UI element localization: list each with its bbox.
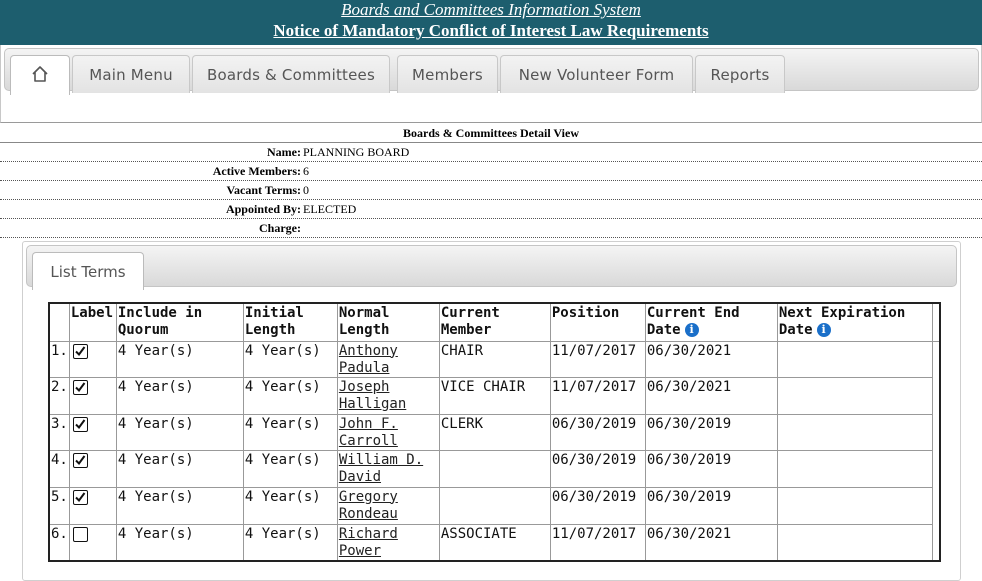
quorum-checkbox[interactable] xyxy=(73,527,88,542)
conflict-notice-link[interactable]: Notice of Mandatory Conflict of Interest Law Requirements xyxy=(273,21,709,40)
checkmark-icon xyxy=(74,345,86,357)
col-header-position: Position xyxy=(550,303,645,341)
detail-label: Name: xyxy=(267,145,301,159)
cell-spacer xyxy=(777,377,932,414)
cell-initial: 4 Year(s) xyxy=(116,414,243,450)
cell-member xyxy=(337,414,439,450)
cell-quorum xyxy=(69,377,116,414)
cell-position xyxy=(439,450,550,487)
member-link[interactable]: William D. David xyxy=(338,451,424,485)
table-row xyxy=(49,377,940,414)
col-header-current-end-date xyxy=(645,303,777,341)
detail-title: Boards & Committees Detail View xyxy=(403,126,579,140)
col-header-next-expiration xyxy=(777,303,932,341)
main-nav xyxy=(4,48,979,91)
cell-initial: 4 Year(s) xyxy=(116,450,243,487)
detail-value: 0 xyxy=(303,183,309,197)
cell-spacer xyxy=(777,414,932,450)
cell-next-expiration: 06/30/2019 xyxy=(645,414,777,450)
detail-label: Charge: xyxy=(259,221,301,235)
quorum-checkbox[interactable] xyxy=(73,453,88,468)
detail-label: Active Members: xyxy=(212,164,301,178)
tab-new-volunteer-form[interactable]: New Volunteer Form xyxy=(500,55,693,93)
col-header-label: Label xyxy=(69,303,116,341)
member-link[interactable]: Joseph Halligan xyxy=(338,378,407,412)
quorum-checkbox[interactable] xyxy=(73,344,88,359)
cell-member xyxy=(337,377,439,414)
table-row xyxy=(49,414,940,450)
member-link[interactable]: Gregory Rondeau xyxy=(338,488,398,522)
cell-end-date: 06/30/2019 xyxy=(550,450,645,487)
detail-row-appointed-by xyxy=(0,200,982,219)
detail-value: PLANNING BOARD xyxy=(303,145,410,159)
cell-initial: 4 Year(s) xyxy=(116,377,243,414)
cell-label: 4. xyxy=(49,450,69,487)
cell-next-expiration: 06/30/2021 xyxy=(645,377,777,414)
home-icon xyxy=(31,65,49,83)
cell-member xyxy=(337,341,439,377)
col-header-current-member: Current Member xyxy=(439,303,550,341)
member-link[interactable]: Richard Power xyxy=(338,525,398,559)
cell-member xyxy=(337,487,439,524)
cell-label: 1. xyxy=(49,341,69,377)
cell-label: 5. xyxy=(49,487,69,524)
col-header-text: Current End Date xyxy=(646,305,740,338)
tab-list-terms[interactable]: List Terms xyxy=(32,252,144,290)
tab-members[interactable]: Members xyxy=(397,55,498,93)
table-header-row xyxy=(49,303,940,341)
cell-normal: 4 Year(s) xyxy=(243,414,337,450)
cell-next-expiration: 06/30/2019 xyxy=(645,450,777,487)
quorum-checkbox[interactable] xyxy=(73,380,88,395)
cell-quorum xyxy=(69,487,116,524)
cell-next-expiration: 06/30/2021 xyxy=(645,524,777,561)
cell-normal: 4 Year(s) xyxy=(243,487,337,524)
cell-position: VICE CHAIR xyxy=(439,377,550,414)
cell-member xyxy=(337,524,439,561)
table-row xyxy=(49,341,940,377)
col-header-initial-length: Initial Length xyxy=(243,303,337,341)
terms-table xyxy=(48,302,941,562)
cell-normal: 4 Year(s) xyxy=(243,524,337,561)
cell-position: CHAIR xyxy=(439,341,550,377)
tab-home[interactable] xyxy=(10,55,70,95)
col-header-text: Next Expiration Date xyxy=(778,305,906,338)
detail-title-row xyxy=(0,124,982,143)
col-header-blank xyxy=(49,303,69,341)
cell-quorum xyxy=(69,450,116,487)
system-title[interactable]: Boards and Committees Information System xyxy=(341,0,641,19)
panel-tab-bar xyxy=(26,245,957,287)
member-link[interactable]: John F. Carroll xyxy=(338,415,398,449)
cell-position xyxy=(439,487,550,524)
detail-label: Appointed By: xyxy=(225,202,301,216)
cell-end-date: 06/30/2019 xyxy=(550,414,645,450)
cell-initial: 4 Year(s) xyxy=(116,341,243,377)
cell-spacer xyxy=(777,524,932,561)
nav-container xyxy=(0,45,982,123)
cell-initial: 4 Year(s) xyxy=(116,487,243,524)
cell-quorum xyxy=(69,524,116,561)
cell-normal: 4 Year(s) xyxy=(243,341,337,377)
cell-spacer xyxy=(777,487,932,524)
quorum-checkbox[interactable] xyxy=(73,417,88,432)
cell-end-date: 11/07/2017 xyxy=(550,341,645,377)
cell-spacer xyxy=(777,341,932,377)
detail-value: ELECTED xyxy=(303,202,357,216)
detail-row-vacant-terms xyxy=(0,181,982,200)
cell-label: 3. xyxy=(49,414,69,450)
info-icon[interactable]: i xyxy=(685,323,699,337)
col-header-normal-length: Normal Length xyxy=(337,303,439,341)
cell-label: 2. xyxy=(49,377,69,414)
cell-quorum xyxy=(69,341,116,377)
cell-initial: 4 Year(s) xyxy=(116,524,243,561)
quorum-checkbox[interactable] xyxy=(73,490,88,505)
tab-main-menu[interactable]: Main Menu xyxy=(72,55,190,93)
cell-end-date: 11/07/2017 xyxy=(550,377,645,414)
cell-next-expiration: 06/30/2019 xyxy=(645,487,777,524)
detail-value: 6 xyxy=(303,164,309,178)
cell-quorum xyxy=(69,414,116,450)
terms-table-body xyxy=(49,341,940,561)
cell-next-expiration: 06/30/2021 xyxy=(645,341,777,377)
checkmark-icon xyxy=(74,418,86,430)
cell-end-date: 11/07/2017 xyxy=(550,524,645,561)
checkmark-icon xyxy=(74,381,86,393)
cell-spacer xyxy=(777,450,932,487)
detail-view xyxy=(0,124,982,238)
info-icon[interactable]: i xyxy=(817,323,831,337)
checkmark-icon xyxy=(74,491,86,503)
cell-position: ASSOCIATE xyxy=(439,524,550,561)
cell-member xyxy=(337,450,439,487)
member-link[interactable]: Anthony Padula xyxy=(338,342,398,376)
cell-end-date: 06/30/2019 xyxy=(550,487,645,524)
checkmark-icon xyxy=(74,454,86,466)
detail-label: Vacant Terms: xyxy=(226,183,301,197)
detail-row-active-members xyxy=(0,162,982,181)
table-row xyxy=(49,524,940,561)
table-row xyxy=(49,487,940,524)
tab-reports[interactable]: Reports xyxy=(695,55,785,93)
detail-row-charge xyxy=(0,219,982,238)
col-header-spacer xyxy=(932,303,940,341)
tab-boards-committees[interactable]: Boards & Committees xyxy=(192,55,390,93)
cell-normal: 4 Year(s) xyxy=(243,377,337,414)
cell-position: CLERK xyxy=(439,414,550,450)
detail-row-name xyxy=(0,143,982,162)
cell-label: 6. xyxy=(49,524,69,561)
col-header-quorum: Include in Quorum xyxy=(116,303,243,341)
page-header xyxy=(0,0,982,45)
table-row xyxy=(49,450,940,487)
cell-normal: 4 Year(s) xyxy=(243,450,337,487)
